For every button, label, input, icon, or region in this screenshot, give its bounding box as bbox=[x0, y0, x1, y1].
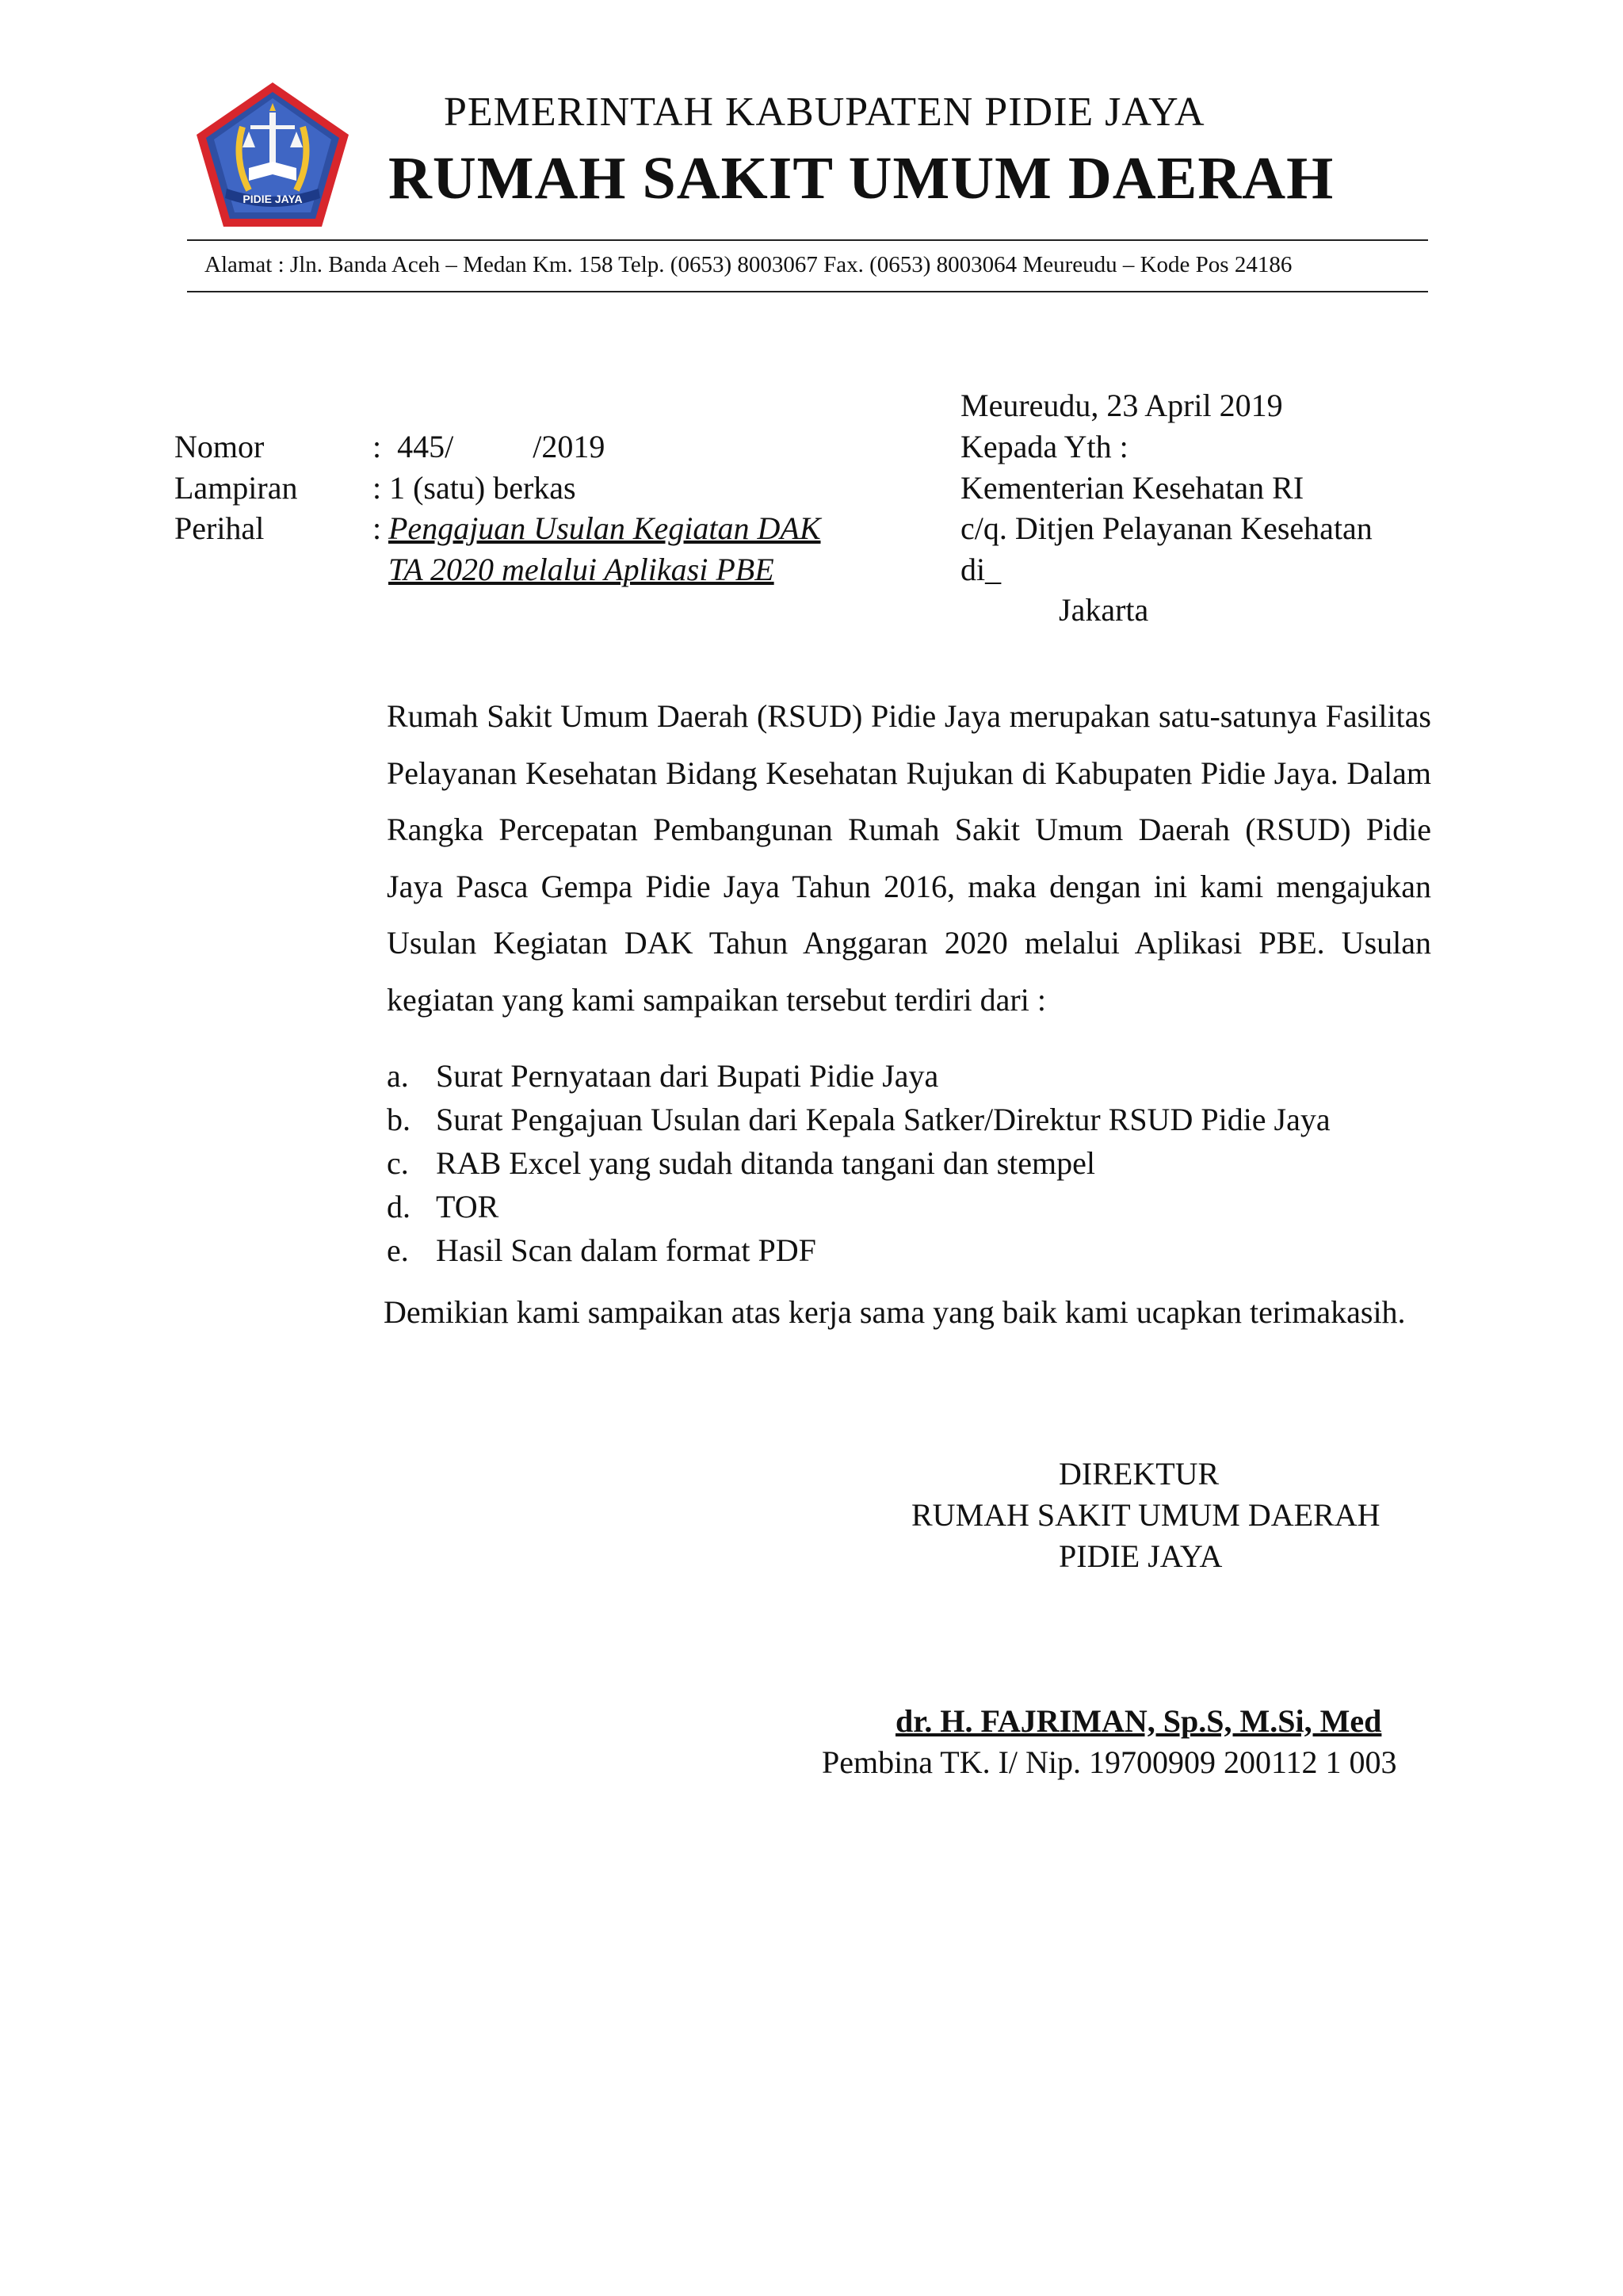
perihal-subject-line-1: Pengajuan Usulan Kegiatan DAK bbox=[388, 510, 821, 546]
list-item bbox=[387, 1228, 1331, 1272]
signature-title-1: DIREKTUR bbox=[1059, 1456, 1220, 1492]
perihal-subject-line-2: TA 2020 melalui Aplikasi PBE bbox=[388, 552, 774, 587]
list-marker: d. bbox=[387, 1189, 411, 1224]
closing-sentence: Demikian kami sampaikan atas kerja sama yang baik kami ucapkan terimakasih. bbox=[384, 1294, 1406, 1330]
signatory-rank: Pembina TK. I/ Nip. 19700909 200112 1 003 bbox=[822, 1744, 1397, 1780]
perihal-label: Perihal bbox=[174, 510, 265, 546]
list-text: RAB Excel yang sudah ditanda tangani dan stempel bbox=[436, 1145, 1096, 1181]
letterhead-address: Alamat : Jln. Banda Aceh – Medan Km. 158 Telp. (0653) 8003067 Fax. (0653) 8003064 Meureudu – Kode Pos 24186 bbox=[204, 252, 1293, 277]
list-text: Hasil Scan dalam format PDF bbox=[436, 1232, 816, 1268]
nomor-value: : 445/ /2019 bbox=[372, 429, 605, 464]
signatory-name: dr. H. FAJRIMAN, Sp.S, M.Si, Med bbox=[896, 1703, 1382, 1739]
emblem-text: PIDIE JAYA bbox=[242, 193, 303, 205]
list-marker: a. bbox=[387, 1058, 409, 1094]
place-date: Meureudu, 23 April 2019 bbox=[960, 388, 1283, 423]
list-item bbox=[387, 1098, 1331, 1141]
recipient-line-5: Jakarta bbox=[1059, 592, 1149, 628]
perihal-colon: : bbox=[372, 510, 382, 546]
attachment-list bbox=[387, 1054, 1331, 1272]
list-marker: b. bbox=[387, 1102, 411, 1137]
letterhead-divider-top bbox=[187, 239, 1428, 241]
recipient-line-1: Kepada Yth : bbox=[960, 429, 1128, 464]
letterhead-hospital: RUMAH SAKIT UMUM DAERAH bbox=[388, 145, 1335, 212]
list-item bbox=[387, 1054, 1331, 1098]
lampiran-label: Lampiran bbox=[174, 470, 298, 506]
body-paragraph: Rumah Sakit Umum Daerah (RSUD) Pidie Jaya merupakan satu-satunya Fasilitas Pelayanan Kesehatan Bidang Kesehatan Rujukan di Kabupaten Pidie Jaya. Dalam Rangka Percepatan Pembangunan Rumah Sakit Umum Daerah (RSUD) Pidie Jaya Pasca Gempa Pidie Jaya Tahun 2016, maka dengan ini kami mengajukan Usulan Kegiatan DAK Tahun Anggaran 2020 melalui Aplikasi PBE. Usulan kegiatan yang kami sampaikan tersebut terdiri dari : bbox=[387, 698, 1431, 1018]
nomor-label: Nomor bbox=[174, 429, 265, 464]
list-item bbox=[387, 1185, 1331, 1228]
list-item bbox=[387, 1141, 1331, 1185]
list-marker: e. bbox=[387, 1232, 409, 1268]
signature-title-3: PIDIE JAYA bbox=[1059, 1538, 1223, 1574]
list-text: Surat Pernyataan dari Bupati Pidie Jaya bbox=[436, 1058, 939, 1094]
list-marker: c. bbox=[387, 1145, 409, 1181]
recipient-line-2: Kementerian Kesehatan RI bbox=[960, 470, 1304, 506]
recipient-line-3: c/q. Ditjen Pelayanan Kesehatan bbox=[960, 510, 1373, 546]
lampiran-value: : 1 (satu) berkas bbox=[372, 470, 576, 506]
list-text: Surat Pengajuan Usulan dari Kepala Satker/Direktur RSUD Pidie Jaya bbox=[436, 1102, 1331, 1137]
signature-title-2: RUMAH SAKIT UMUM DAERAH bbox=[911, 1497, 1381, 1533]
letterhead-government: PEMERINTAH KABUPATEN PIDIE JAYA bbox=[444, 90, 1205, 135]
list-text: TOR bbox=[436, 1189, 499, 1224]
letterhead-divider-bottom bbox=[187, 291, 1428, 292]
recipient-line-4: di_ bbox=[960, 552, 1002, 587]
pidie-jaya-emblem bbox=[193, 79, 352, 230]
